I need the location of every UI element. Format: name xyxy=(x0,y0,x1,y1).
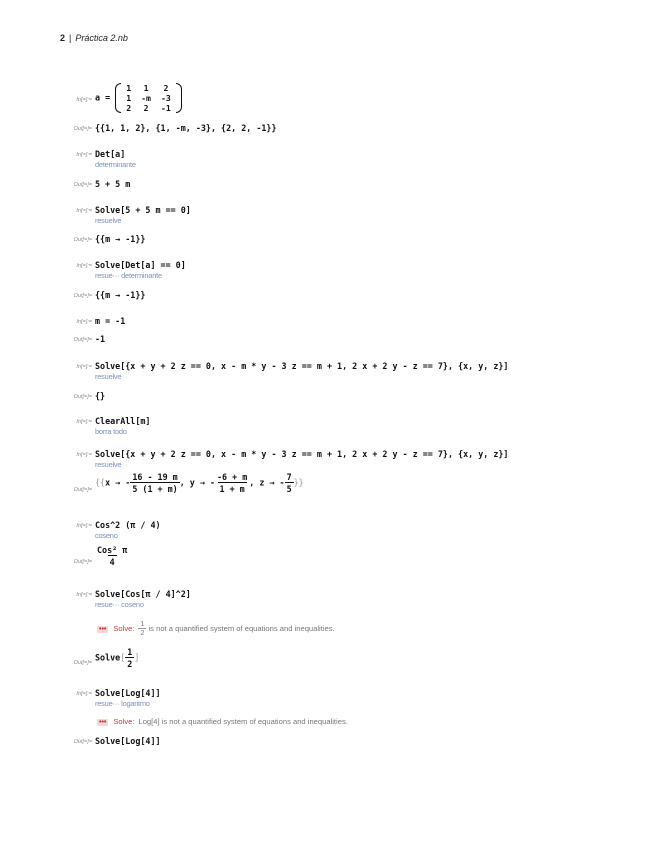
input-label: In[=]:= xyxy=(76,263,92,269)
output-label: Out[=]= xyxy=(73,487,92,493)
input-cell[interactable]: Solve[Log[4]] xyxy=(95,688,161,698)
autocomplete-hint: resuelve xyxy=(95,460,122,469)
input-cell[interactable]: Det[a] xyxy=(95,149,126,159)
output-cell: 5 + 5 m xyxy=(95,179,131,189)
message-source: Solve: xyxy=(113,717,135,726)
autocomplete-hint: coseno xyxy=(95,531,118,540)
fraction: $\frac{-6 + m}{1 + m}$ xyxy=(217,472,248,494)
message-menu-icon[interactable]: ••• xyxy=(99,719,107,726)
fraction: $\frac{7}{5}$ xyxy=(286,472,292,494)
input-label: In[=]:= xyxy=(76,364,92,370)
fraction: $\frac{\text{Cos² π}}{4}$ xyxy=(97,545,128,567)
input-cell[interactable]: Solve[Det[a] == 0] xyxy=(95,260,186,270)
output-label: Out[=]= xyxy=(73,337,92,343)
autocomplete-hint: borra todo xyxy=(95,427,127,436)
autocomplete-hint: determinante xyxy=(95,160,136,169)
output-label: Out[=]= xyxy=(73,660,92,666)
autocomplete-hint: resue··· logaritmo xyxy=(95,699,150,708)
matrix: 1 1 2 1 -m -3 2 2 -1 xyxy=(115,83,182,113)
notebook-filename: Práctica 2.nb xyxy=(75,33,128,43)
output-cell: -1 xyxy=(95,334,106,344)
error-message: ••• Solve: Log[4] is not a quantified system of equations and inequalities. xyxy=(99,717,348,726)
input-cell-matrix[interactable] xyxy=(95,83,182,113)
input-cell[interactable]: m = -1 xyxy=(95,316,126,326)
input-label: In[=]:= xyxy=(76,319,92,325)
output-cell-solution: {{x → - $\frac{16 - 19 m}{5 (1 + m)}$ , y → - $\frac{-6 + m}{1 + m}$ , z → - $\frac{7}{5}$ }} xyxy=(95,472,304,494)
output-cell-solve: Solve[ $\frac{1}{2}$ ] xyxy=(95,647,140,669)
input-cell[interactable]: Solve[{x + y + 2 z == 0, x - m * y - 3 z == m + 1, 2 x + 2 y - z == 7}, {x, y, z}] xyxy=(95,361,509,371)
output-label: Out[=]= xyxy=(73,739,92,745)
message-menu-icon[interactable]: ••• xyxy=(99,626,107,633)
output-cell-fraction xyxy=(95,545,129,567)
output-cell: {} xyxy=(95,391,106,401)
autocomplete-hint: resue··· coseno xyxy=(95,600,144,609)
autocomplete-hint: resue··· determinante xyxy=(95,271,162,280)
input-label: In[=]:= xyxy=(76,208,92,214)
autocomplete-hint: resuelve xyxy=(95,372,122,381)
fraction: $\frac{1}{2}$ xyxy=(127,647,133,669)
output-cell: {{1, 1, 2}, {1, -m, -3}, {2, 2, -1}} xyxy=(95,123,277,133)
input-cell[interactable]: ClearAll[m] xyxy=(95,416,151,426)
header-separator: | xyxy=(69,33,72,43)
message-source: Solve: xyxy=(113,624,135,633)
fraction: $\frac{16 - 19 m}{5 (1 + m)}$ xyxy=(132,472,178,494)
output-label: Out[=]= xyxy=(73,126,92,132)
error-message: ••• Solve: $\frac{1}{2}$ is not a quantified system of equations and inequalities. xyxy=(99,621,335,637)
output-label: Out[=]= xyxy=(73,394,92,400)
output-label: Out[=]= xyxy=(73,182,92,188)
output-label: Out[=]= xyxy=(73,559,92,565)
output-label: Out[=]= xyxy=(73,237,92,243)
input-cell[interactable]: Solve[Cos[π / 4]^2] xyxy=(95,589,191,599)
fraction: $\frac{1}{2}$ xyxy=(140,621,145,637)
input-label: In[=]:= xyxy=(76,452,92,458)
input-label: In[=]:= xyxy=(76,419,92,425)
input-label: In[=]:= xyxy=(76,97,92,103)
autocomplete-hint: resuelve xyxy=(95,216,122,225)
input-label: In[=]:= xyxy=(76,523,92,529)
input-cell[interactable]: Solve[5 + 5 m == 0] xyxy=(95,205,191,215)
output-cell: Solve[Log[4]] xyxy=(95,736,161,746)
output-label: Out[=]= xyxy=(73,293,92,299)
matrix-assignment: a = xyxy=(95,92,111,103)
input-label: In[=]:= xyxy=(76,691,92,697)
output-cell: {{m → -1}} xyxy=(95,234,146,244)
page-number: 2 xyxy=(60,33,66,43)
input-label: In[=]:= xyxy=(76,592,92,598)
page-header xyxy=(60,33,128,43)
output-cell: {{m → -1}} xyxy=(95,290,146,300)
input-cell[interactable]: Solve[{x + y + 2 z == 0, x - m * y - 3 z == m + 1, 2 x + 2 y - z == 7}, {x, y, z}] xyxy=(95,449,509,459)
input-label: In[=]:= xyxy=(76,152,92,158)
input-cell[interactable]: Cos^2 (π / 4) xyxy=(95,520,161,530)
